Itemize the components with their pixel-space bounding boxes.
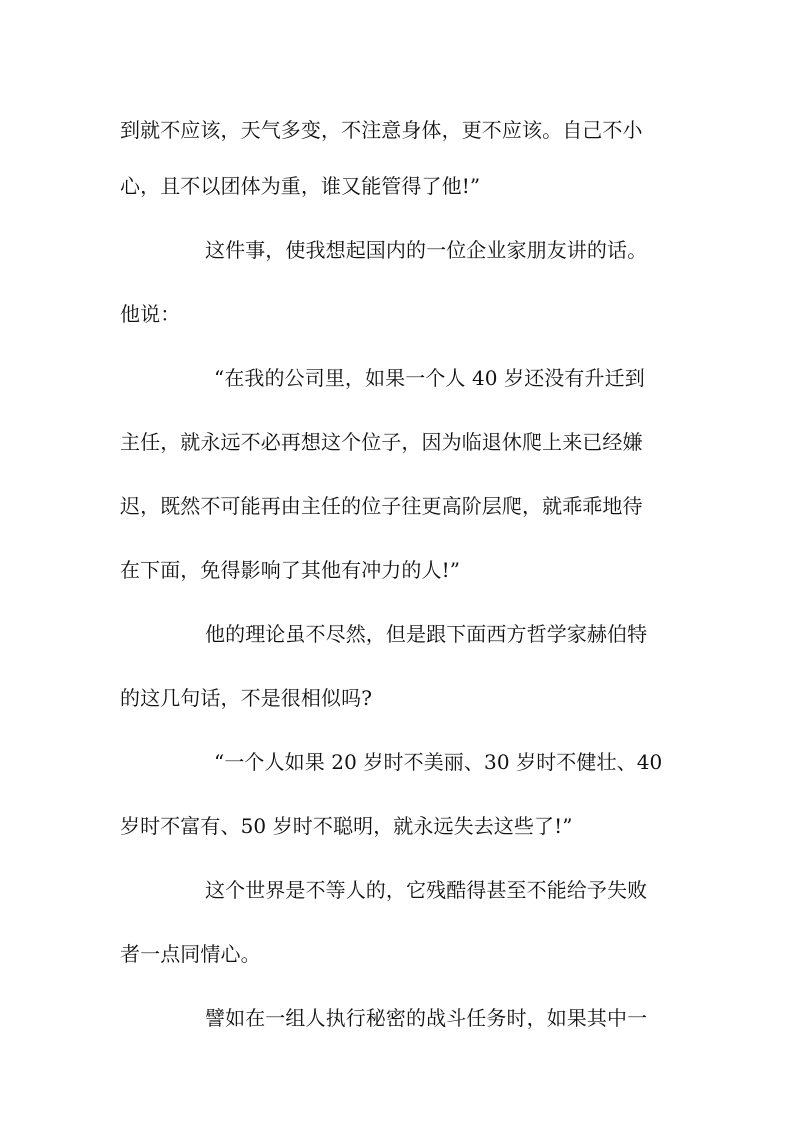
text-line: 他的理论虽不尽然，但是跟下面西方哲学家赫伯特 (205, 622, 648, 646)
text-line: 这个世界是不等人的，它残酷得甚至不能给予失败 (205, 878, 648, 902)
text-line: 者一点同情心。 (120, 942, 261, 966)
text-line: 他说： (120, 302, 181, 326)
text-line: 譬如在一组人执行秘密的战斗任务时，如果其中一 (205, 1006, 648, 1030)
text-line: 主任，就永远不必再想这个位子，因为临退休爬上来已经嫌 (120, 430, 643, 454)
text-line: 心，且不以团体为重，谁又能管得了他!” (120, 174, 481, 198)
text-line: 迟，既然不可能再由主任的位子往更高阶层爬，就乖乖地待 (120, 494, 643, 518)
text-line: 在下面，免得影响了其他有冲力的人!” (120, 558, 461, 582)
text-line: “在我的公司里，如果一个人 40 岁还没有升迁到 (214, 366, 645, 390)
text-line: 的这几句话，不是很相似吗? (120, 686, 373, 710)
text-line: “一个人如果 20 岁时不美丽、30 岁时不健壮、40 (214, 750, 663, 774)
text-line: 这件事，使我想起国内的一位企业家朋友讲的话。 (205, 238, 648, 262)
text-line: 到就不应该，天气多变，不注意身体，更不应该。自己不小 (120, 118, 643, 142)
text-line: 岁时不富有、50 岁时不聪明，就永远失去这些了!” (120, 814, 573, 838)
